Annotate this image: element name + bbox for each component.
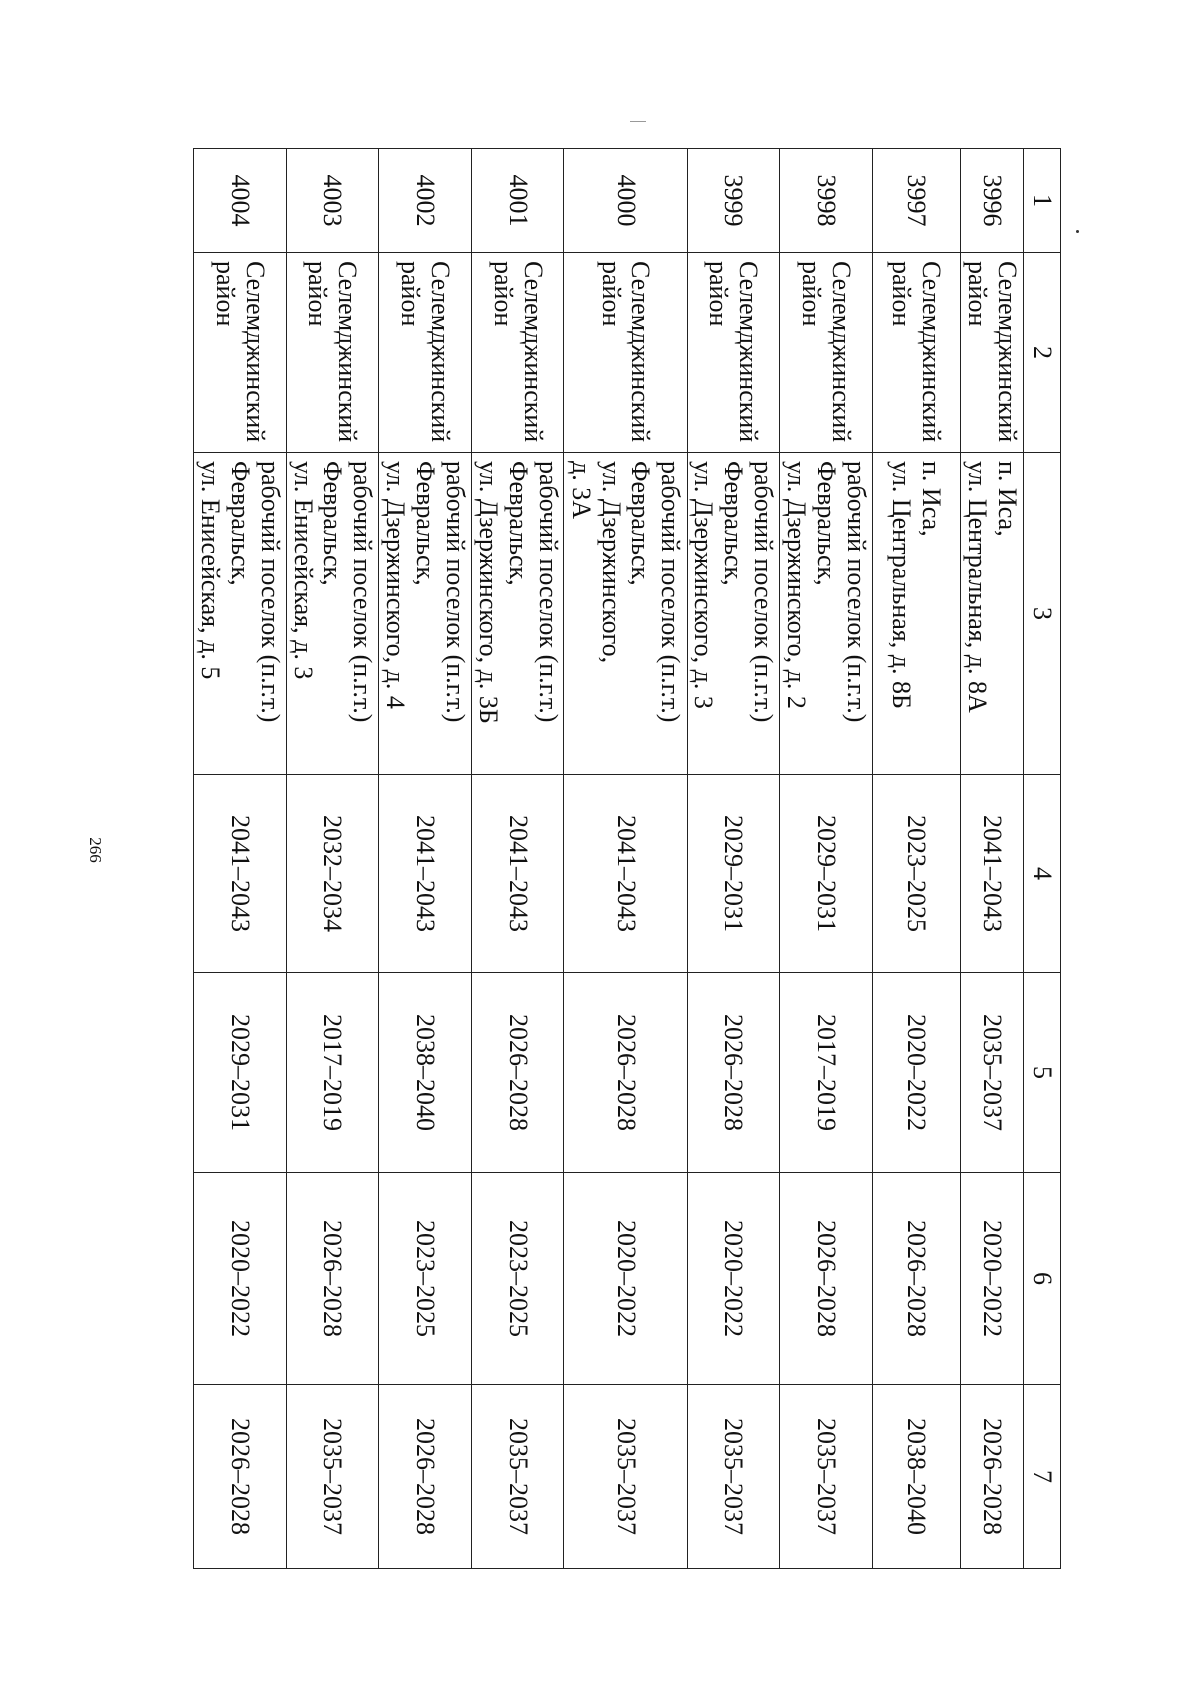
cell-line: рабочий поселок (п.г.т.) <box>348 461 378 723</box>
cell-line: район <box>887 261 917 327</box>
cell-line: район <box>962 261 992 327</box>
period-cell: 2026–2028 <box>960 1385 1023 1569</box>
cell-line: ул. Дзержинского, д. 4 <box>381 461 411 709</box>
period-cell: 2041–2043 <box>960 775 1023 973</box>
column-header: 1 <box>1024 149 1061 253</box>
cell-line: Селемджинский <box>826 261 856 443</box>
period-cell: 2020–2022 <box>960 1173 1023 1385</box>
address-cell <box>872 453 960 775</box>
period-cell: 2041–2043 <box>471 775 564 973</box>
address-cell <box>471 453 564 775</box>
cell-line: рабочий поселок (п.г.т.) <box>841 461 871 723</box>
column-header: 5 <box>1024 973 1061 1173</box>
period-cell: 2020–2022 <box>872 973 960 1173</box>
period-cell: 2041–2043 <box>564 775 687 973</box>
table-row <box>872 149 960 1569</box>
register-body <box>194 149 1024 1569</box>
period-cell: 2026–2028 <box>286 1173 379 1385</box>
address-cell <box>687 453 780 775</box>
row-number-cell: 3998 <box>780 149 873 253</box>
period-cell: 2038–2040 <box>872 1385 960 1569</box>
cell-line: район <box>210 261 240 327</box>
register-table-wrapper <box>193 148 1061 1568</box>
cell-line: Февральск, <box>318 461 348 586</box>
period-cell: 2023–2025 <box>872 775 960 973</box>
period-cell: 2035–2037 <box>564 1385 687 1569</box>
cell-line: ул. Дзержинского, д. 2 <box>782 461 812 709</box>
period-cell: 2026–2028 <box>194 1385 287 1569</box>
cell-line: Селемджинский <box>518 261 548 443</box>
cell-line: район <box>303 261 333 327</box>
cell-line: Февральск, <box>503 461 533 586</box>
period-cell: 2020–2022 <box>194 1173 287 1385</box>
cell-line: д. 3А <box>566 461 596 520</box>
period-cell: 2026–2028 <box>687 973 780 1173</box>
period-cell: 2041–2043 <box>379 775 472 973</box>
cell-line: ул. Дзержинского, <box>596 461 626 664</box>
table-row <box>780 149 873 1569</box>
address-cell <box>564 453 687 775</box>
row-number-cell: 4000 <box>564 149 687 253</box>
period-cell: 2038–2040 <box>379 973 472 1173</box>
period-cell: 2035–2037 <box>286 1385 379 1569</box>
table-row <box>564 149 687 1569</box>
cell-line: п. Иса, <box>992 461 1022 537</box>
cell-line: Селемджинский <box>240 261 270 443</box>
cell-line: ул. Центральная, д. 8Б <box>887 461 917 709</box>
page-number: 266 <box>86 837 105 863</box>
column-header: 6 <box>1024 1173 1061 1385</box>
row-number-cell: 4002 <box>379 149 472 253</box>
period-cell: 2029–2031 <box>687 775 780 973</box>
cell-line: Февральск, <box>411 461 441 586</box>
cell-line: ул. Дзержинского, д. 3 <box>689 461 719 709</box>
column-header: 2 <box>1024 253 1061 453</box>
period-cell: 2035–2037 <box>960 973 1023 1173</box>
cell-line: ул. Центральная, д. 8А <box>962 461 992 713</box>
district-cell <box>780 253 873 453</box>
cell-line: Селемджинский <box>917 261 947 443</box>
cell-line: рабочий поселок (п.г.т.) <box>440 461 470 723</box>
column-header: 3 <box>1024 453 1061 775</box>
district-cell <box>564 253 687 453</box>
cell-line: ул. Енисейская, д. 5 <box>195 461 225 680</box>
row-number-cell: 4001 <box>471 149 564 253</box>
row-number-cell: 3997 <box>872 149 960 253</box>
cell-line: район <box>396 261 426 327</box>
cell-line: Селемджинский <box>734 261 764 443</box>
period-cell: 2029–2031 <box>780 775 873 973</box>
period-cell: 2032–2034 <box>286 775 379 973</box>
cell-line: Селемджинский <box>992 261 1022 443</box>
district-cell <box>286 253 379 453</box>
header-row <box>1024 149 1061 1569</box>
column-header: 7 <box>1024 1385 1061 1569</box>
district-cell <box>194 253 287 453</box>
row-number-cell: 3999 <box>687 149 780 253</box>
row-number-cell: 4004 <box>194 149 287 253</box>
cell-line: район <box>596 261 626 327</box>
address-cell <box>379 453 472 775</box>
period-cell: 2035–2037 <box>780 1385 873 1569</box>
table-row <box>286 149 379 1569</box>
period-cell: 2029–2031 <box>194 973 287 1173</box>
table-row <box>379 149 472 1569</box>
address-cell <box>960 453 1023 775</box>
period-cell: 2026–2028 <box>872 1173 960 1385</box>
cell-line: рабочий поселок (п.г.т.) <box>533 461 563 723</box>
district-cell <box>471 253 564 453</box>
period-cell: 2017–2019 <box>286 973 379 1173</box>
table-row <box>687 149 780 1569</box>
scan-mark <box>630 121 646 122</box>
period-cell: 2035–2037 <box>471 1385 564 1569</box>
period-cell: 2020–2022 <box>687 1173 780 1385</box>
row-number-cell: 4003 <box>286 149 379 253</box>
period-cell: 2026–2028 <box>379 1385 472 1569</box>
cell-line: Февральск, <box>225 461 255 586</box>
cell-line: п. Иса, <box>917 461 947 537</box>
scan-speck <box>1076 230 1079 233</box>
cell-line: ул. Дзержинского, д. 3Б <box>473 461 503 724</box>
cell-line: рабочий поселок (п.г.т.) <box>656 461 686 723</box>
cell-line: Февральск, <box>812 461 841 586</box>
cell-line: ул. Енисейская, д. 3 <box>288 461 318 680</box>
period-cell: 2026–2028 <box>780 1173 873 1385</box>
period-cell: 2026–2028 <box>471 973 564 1173</box>
address-cell <box>286 453 379 775</box>
cell-line: Селемджинский <box>626 261 656 443</box>
district-cell <box>379 253 472 453</box>
cell-line: район <box>704 261 734 327</box>
register-table <box>193 148 1061 1569</box>
cell-line: рабочий поселок (п.г.т.) <box>749 461 779 723</box>
cell-line: Селемджинский <box>425 261 455 443</box>
table-row <box>194 149 287 1569</box>
cell-line: Февральск, <box>626 461 656 586</box>
cell-line: рабочий поселок (п.г.т.) <box>255 461 285 723</box>
table-row <box>471 149 564 1569</box>
period-cell: 2020–2022 <box>564 1173 687 1385</box>
district-cell <box>872 253 960 453</box>
address-cell <box>780 453 873 775</box>
table-row <box>960 149 1023 1569</box>
cell-line: район <box>488 261 518 327</box>
cell-line: Февральск, <box>719 461 749 586</box>
district-cell <box>960 253 1023 453</box>
address-cell <box>194 453 287 775</box>
period-cell: 2026–2028 <box>564 973 687 1173</box>
period-cell: 2023–2025 <box>379 1173 472 1385</box>
cell-line: Селемджинский <box>333 261 363 443</box>
row-number-cell: 3996 <box>960 149 1023 253</box>
period-cell: 2023–2025 <box>471 1173 564 1385</box>
column-header: 4 <box>1024 775 1061 973</box>
period-cell: 2017–2019 <box>780 973 873 1173</box>
period-cell: 2041–2043 <box>194 775 287 973</box>
cell-line: район <box>797 261 827 327</box>
period-cell: 2035–2037 <box>687 1385 780 1569</box>
district-cell <box>687 253 780 453</box>
